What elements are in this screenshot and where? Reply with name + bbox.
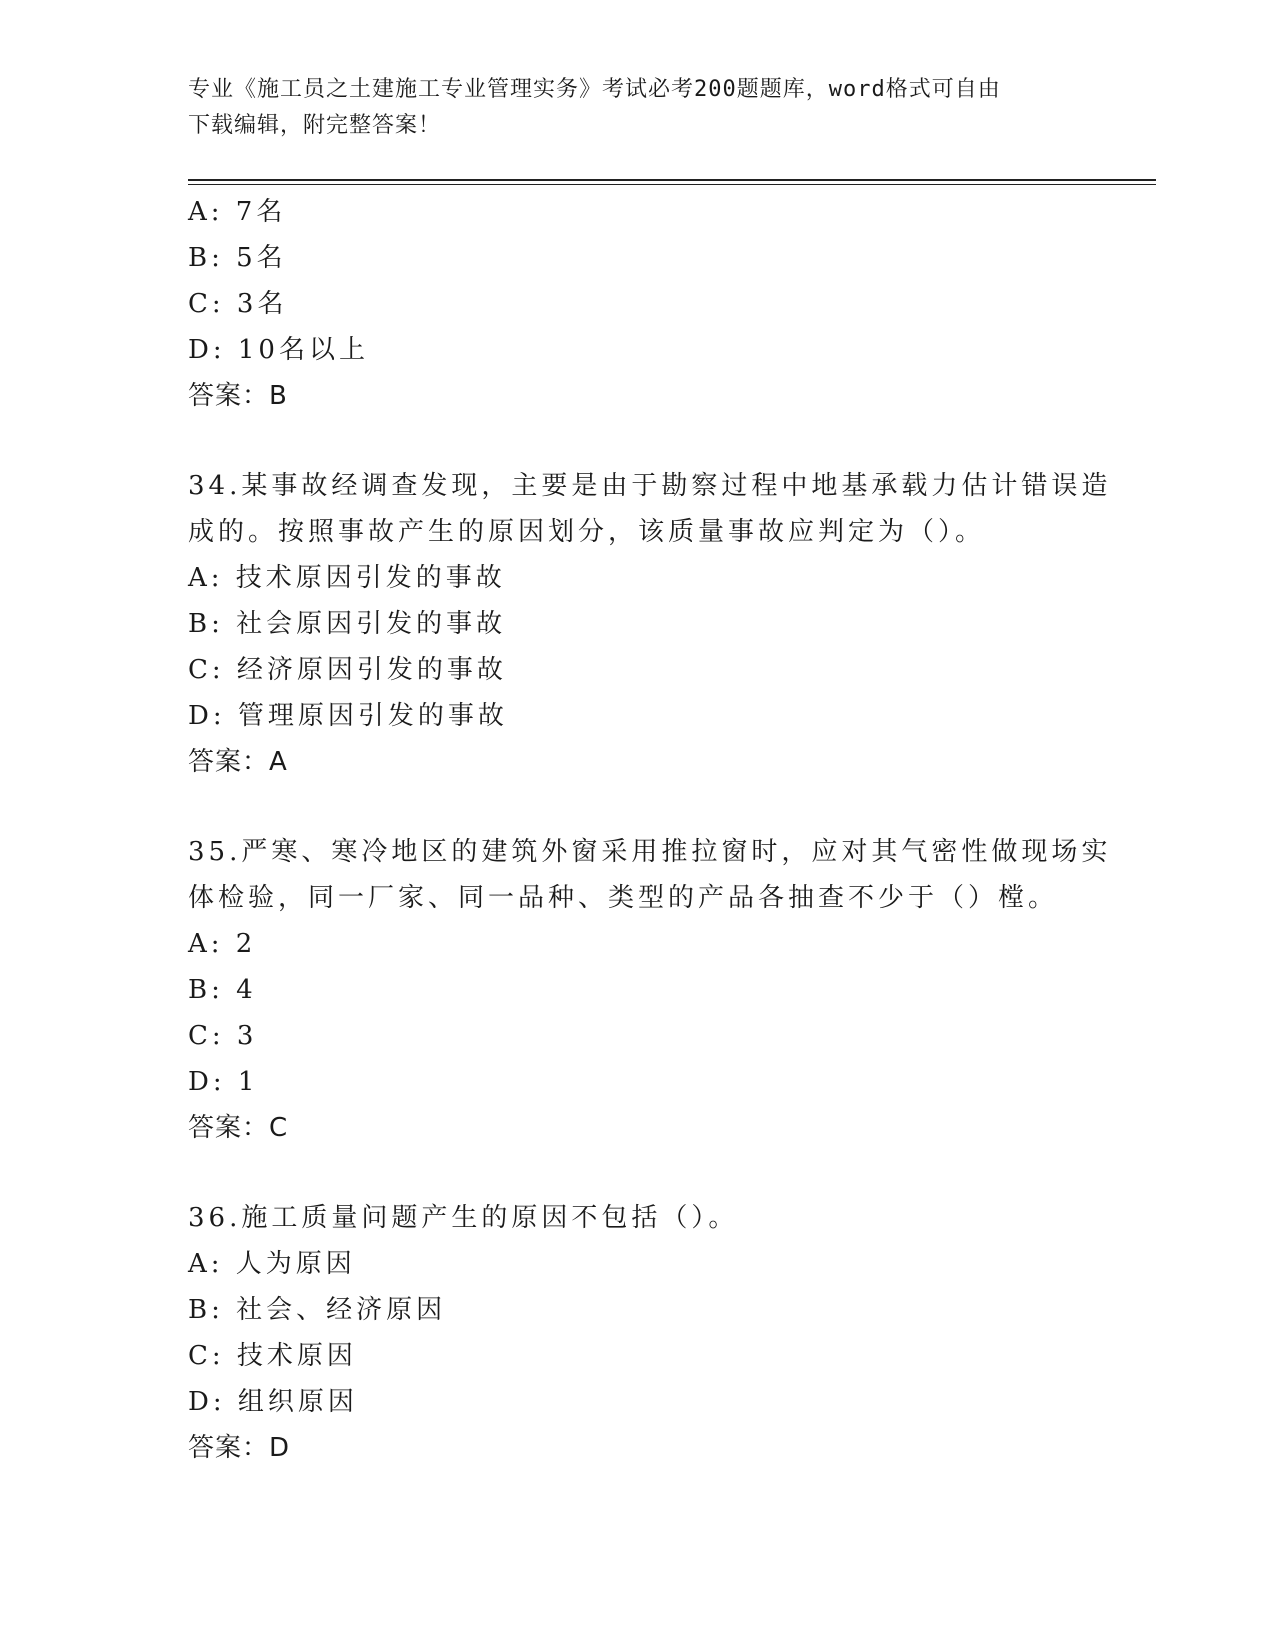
answer-line: 答案：C bbox=[188, 1113, 289, 1143]
answer-line: 答案：B bbox=[188, 381, 288, 411]
question-stem-line: 体检验，同一厂家、同一品种、类型的产品各抽查不少于（）樘。 bbox=[188, 883, 1059, 913]
option-d: D: 1 bbox=[188, 1067, 259, 1097]
header-line-2: 下载编辑，附完整答案！ bbox=[188, 113, 442, 138]
option-b: B: 社会原因引发的事故 bbox=[188, 609, 507, 639]
question-block-34 bbox=[188, 463, 1112, 785]
option-a: A: 2 bbox=[188, 929, 257, 959]
option-a: A: 技术原因引发的事故 bbox=[188, 563, 506, 593]
question-stem-line: 34.某事故经调查发现，主要是由于勘察过程中地基承载力估计错误造 bbox=[188, 471, 1112, 501]
question-stem-line: 35.严寒、寒冷地区的建筑外窗采用推拉窗时，应对其气密性做现场实 bbox=[188, 837, 1112, 867]
option-a: A: 7名 bbox=[188, 197, 287, 227]
option-b: B: 社会、经济原因 bbox=[188, 1295, 447, 1325]
option-c: C: 技术原因 bbox=[188, 1341, 357, 1371]
option-c: C: 3名 bbox=[188, 289, 288, 319]
spacer bbox=[188, 419, 1088, 463]
answer-line: 答案：A bbox=[188, 747, 288, 777]
question-stem-line: 成的。按照事故产生的原因划分，该质量事故应判定为（）。 bbox=[188, 517, 986, 547]
option-c: C: 3 bbox=[188, 1021, 258, 1051]
question-block-35 bbox=[188, 829, 1112, 1151]
question-block-partial bbox=[188, 189, 1088, 419]
option-b: B: 4 bbox=[188, 975, 257, 1005]
header-divider-thin bbox=[188, 184, 1156, 185]
document-header bbox=[188, 72, 1088, 144]
header-line-1: 专业《施工员之土建施工专业管理实务》考试必考200题题库，word格式可自由 bbox=[188, 77, 1001, 102]
question-block-36 bbox=[188, 1195, 1088, 1471]
header-divider-thick bbox=[188, 179, 1156, 181]
spacer bbox=[188, 785, 1088, 829]
option-d: D: 组织原因 bbox=[188, 1387, 358, 1417]
option-b: B: 5名 bbox=[188, 243, 287, 273]
option-c: C: 经济原因引发的事故 bbox=[188, 655, 507, 685]
option-d: D: 管理原因引发的事故 bbox=[188, 701, 508, 731]
question-list bbox=[188, 189, 1112, 1471]
spacer bbox=[188, 1151, 1088, 1195]
option-a: A: 人为原因 bbox=[188, 1249, 356, 1279]
option-d: D: 10名以上 bbox=[188, 335, 369, 365]
question-stem-line: 36.施工质量问题产生的原因不包括（）。 bbox=[188, 1203, 739, 1233]
answer-line: 答案：D bbox=[188, 1433, 291, 1463]
